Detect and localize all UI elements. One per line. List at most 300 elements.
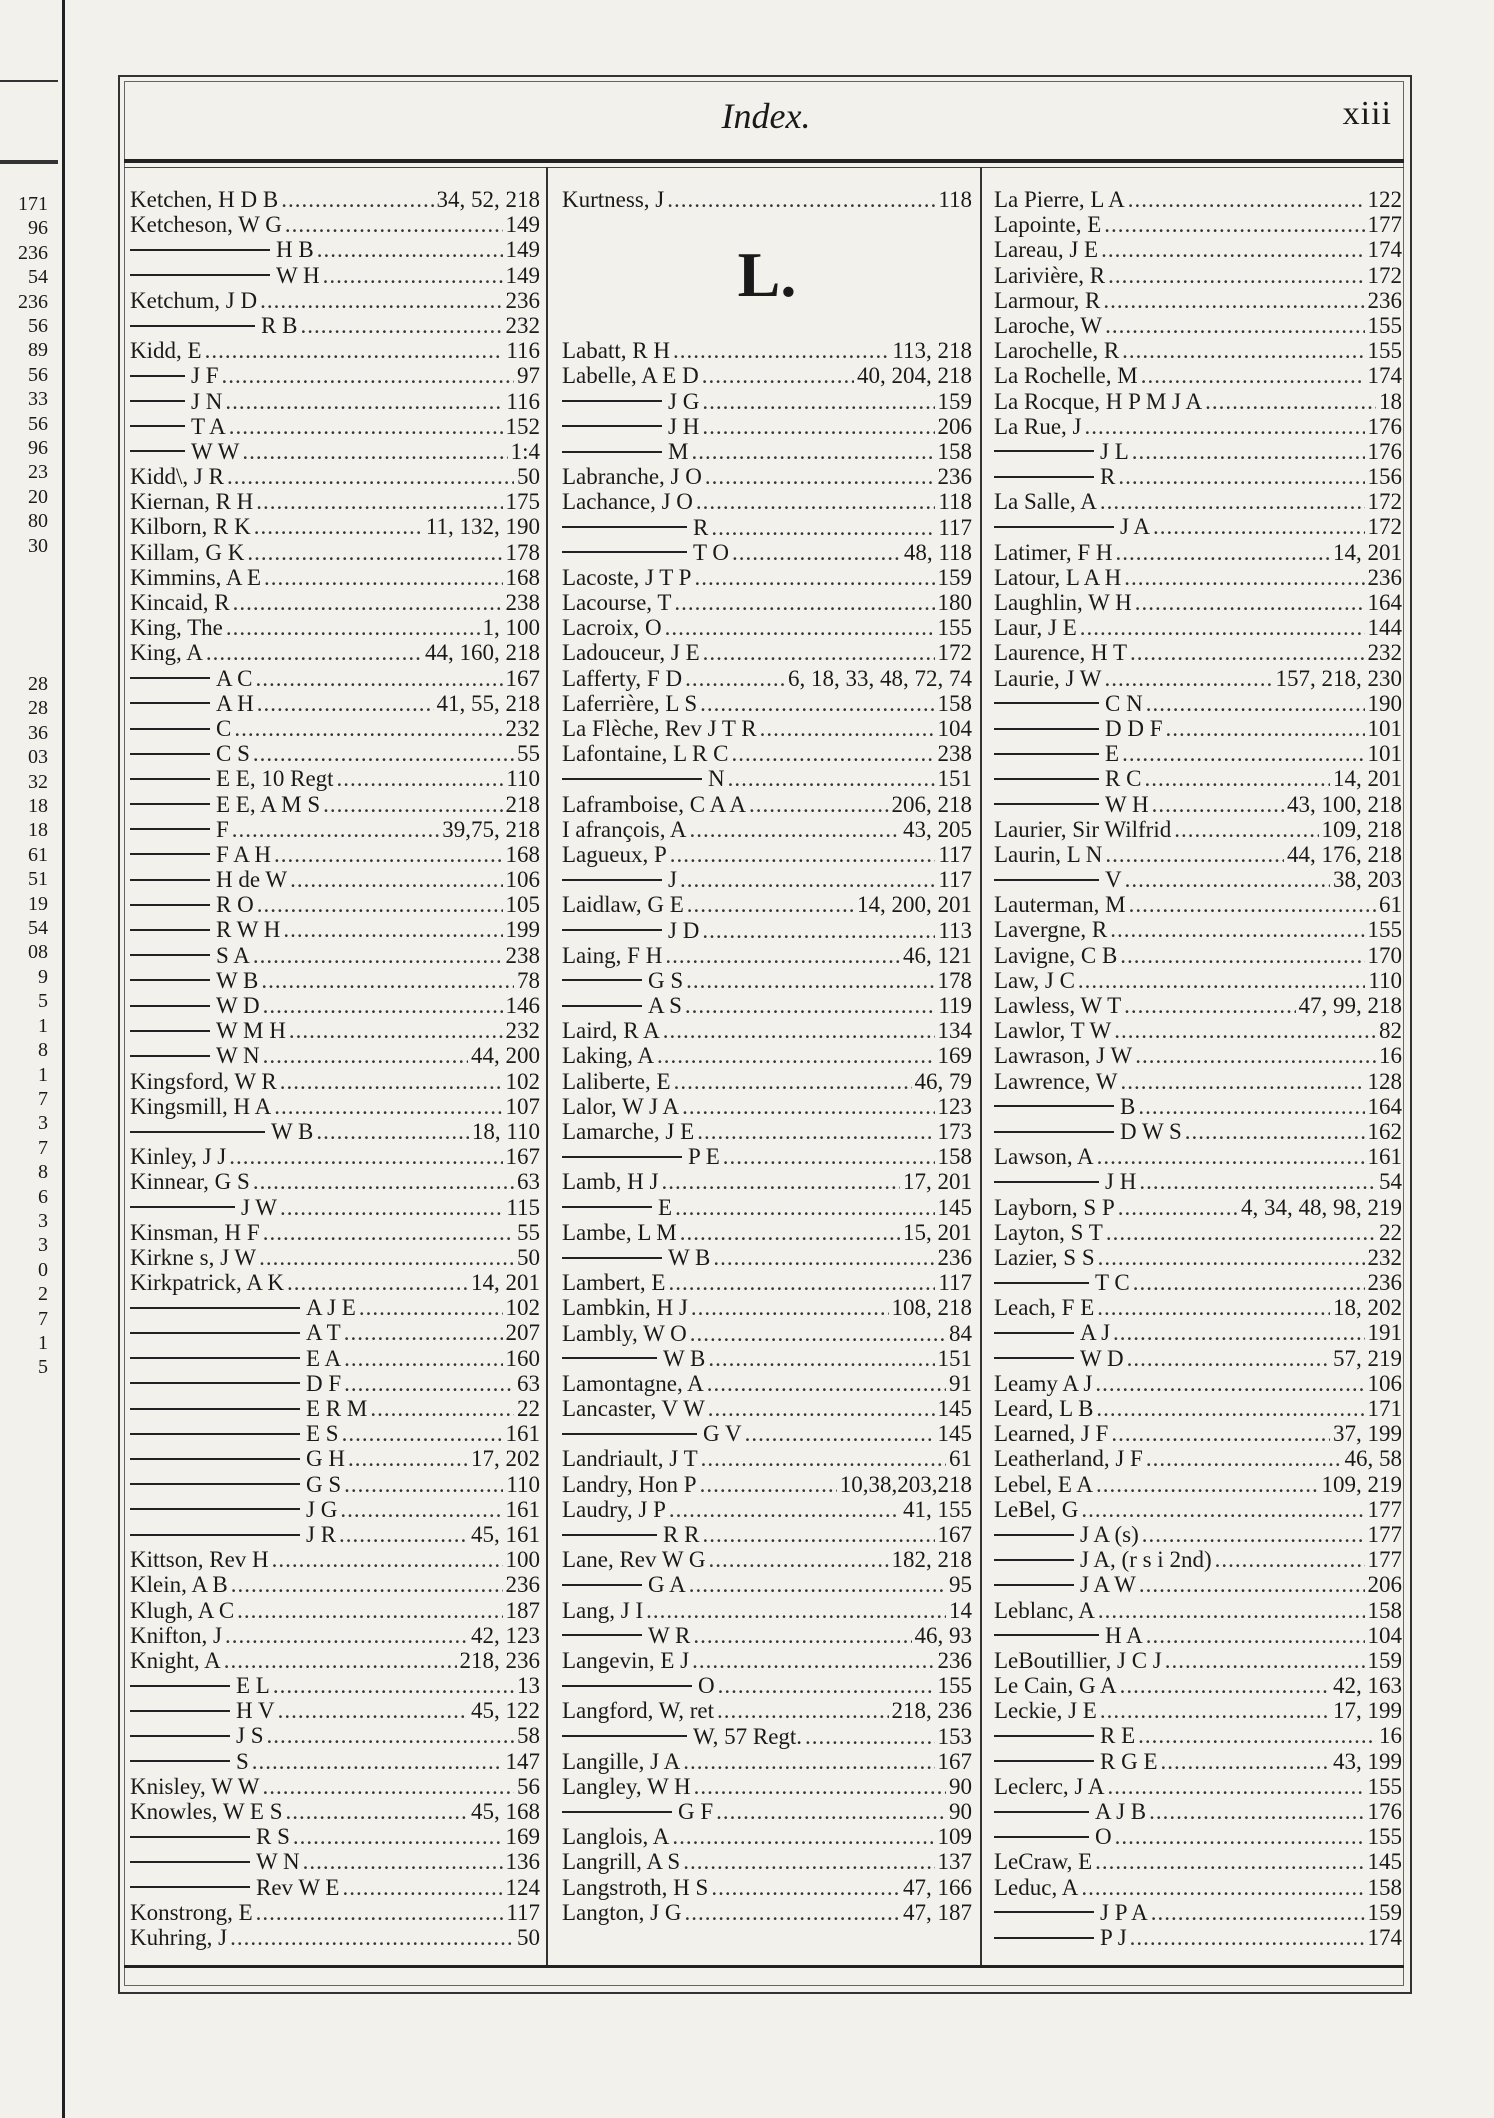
- entry-pages: 34, 52, 218: [436, 187, 540, 212]
- ditto-dash: [994, 803, 1099, 805]
- dot-leader: [253, 943, 503, 968]
- dot-leader: [1103, 288, 1364, 313]
- entry-pages: 39,75, 218: [442, 816, 540, 842]
- dot-leader: [683, 1749, 934, 1774]
- index-entry: [994, 892, 1402, 917]
- index-entry: [994, 691, 1402, 716]
- ditto-dash: [130, 1005, 210, 1007]
- index-entry: [130, 514, 540, 539]
- entry-name: Killam, G K: [130, 539, 245, 565]
- index-entry: [562, 691, 972, 716]
- index-entry: [130, 1547, 540, 1572]
- entry-name: King, A: [130, 640, 203, 666]
- entry-pages: 18: [1379, 388, 1402, 414]
- ditto-dash: [994, 450, 1094, 452]
- entry-pages: 206, 218: [891, 791, 972, 817]
- dot-leader: [1110, 917, 1364, 942]
- entry-pages: 14, 201: [1333, 539, 1402, 565]
- dot-leader: [232, 817, 439, 842]
- entry-name: A T: [306, 1320, 341, 1346]
- entry-pages: 199: [505, 917, 540, 943]
- entry-pages: 238: [505, 942, 540, 968]
- index-entry: [130, 615, 540, 640]
- ditto-dash: [130, 828, 210, 830]
- ditto-dash: [130, 1408, 300, 1410]
- entry-name: Knifton, J: [130, 1622, 222, 1648]
- dot-leader: [682, 1094, 934, 1119]
- entry-name: Laurier, Sir Wilfrid: [994, 816, 1172, 842]
- index-entry: [130, 1497, 540, 1522]
- entry-name: W H: [276, 262, 320, 288]
- header-rule: [124, 159, 1404, 163]
- index-entry: [994, 1547, 1402, 1572]
- entry-name: R E: [1100, 1723, 1136, 1749]
- entry-pages: 47, 99, 218: [1298, 993, 1402, 1018]
- index-entry: [562, 640, 972, 665]
- index-entry: [994, 590, 1402, 615]
- entry-name: Lafferty, F D: [562, 665, 683, 691]
- entry-name: Kittson, Rev H: [130, 1547, 269, 1573]
- entry-pages: 144: [1367, 615, 1402, 641]
- ditto-dash: [994, 1911, 1094, 1913]
- dot-leader: [717, 1698, 888, 1723]
- page-number: xiii: [1342, 95, 1392, 132]
- entry-name: F A H: [216, 841, 271, 867]
- entry-name: H V: [236, 1698, 275, 1724]
- dot-leader: [702, 389, 934, 414]
- index-column-3: [994, 187, 1402, 1950]
- previous-page-number: 56: [28, 412, 48, 435]
- entry-name: Laidlaw, G E: [562, 892, 684, 918]
- index-entry: [562, 1472, 972, 1497]
- entry-pages: 104: [937, 716, 972, 741]
- entry-name: D F: [306, 1370, 342, 1396]
- entry-pages: 116: [506, 338, 540, 364]
- index-entry: [994, 1598, 1402, 1623]
- index-entry: [130, 817, 540, 842]
- entry-pages: 90: [949, 1799, 972, 1825]
- dot-leader: [285, 212, 503, 237]
- entry-pages: 161: [505, 1496, 540, 1522]
- dot-leader: [707, 1371, 946, 1396]
- dot-leader: [262, 1774, 514, 1799]
- dot-leader: [663, 1018, 935, 1043]
- index-column-2: [562, 187, 972, 1925]
- entry-name: Klugh, A C: [130, 1597, 235, 1623]
- dot-leader: [323, 263, 503, 288]
- index-entry: [130, 338, 540, 363]
- dot-leader: [711, 1875, 900, 1900]
- entry-pages: 164: [1367, 1093, 1402, 1119]
- entry-pages: 105: [505, 892, 540, 918]
- index-entry: [130, 414, 540, 439]
- dot-leader: [1133, 1270, 1365, 1295]
- index-entry: [562, 1144, 972, 1169]
- entry-pages: 13: [517, 1673, 540, 1699]
- previous-page-number: 51: [28, 868, 48, 891]
- dot-leader: [683, 1849, 934, 1874]
- previous-page-number: 18: [28, 819, 48, 842]
- dot-leader: [370, 1396, 514, 1421]
- index-entry: [130, 263, 540, 288]
- dot-leader: [359, 1295, 503, 1320]
- entry-name: W B: [216, 967, 259, 993]
- entry-pages: 55: [517, 741, 540, 767]
- entry-name: Lacoste, J T P: [562, 564, 692, 590]
- index-entry: [994, 1749, 1402, 1774]
- entry-name: Langille, J A: [562, 1748, 681, 1774]
- dot-leader: [229, 414, 503, 439]
- entry-pages: 206: [937, 413, 972, 439]
- entry-name: Lambly, W O: [562, 1320, 687, 1346]
- entry-name: Law, J C: [994, 967, 1075, 993]
- index-entry: [562, 439, 972, 464]
- entry-name: O: [698, 1673, 715, 1699]
- entry-pages: 155: [1367, 312, 1402, 338]
- entry-name: Leatherland, J F: [994, 1446, 1143, 1472]
- index-entry: [562, 817, 972, 842]
- previous-page-number: [0, 1404, 48, 1428]
- entry-name: King, The: [130, 615, 223, 641]
- entry-pages: 232: [505, 715, 540, 741]
- entry-name: Langford, W, ret: [562, 1698, 715, 1724]
- entry-name: Lacroix, O: [562, 615, 662, 641]
- index-entry: [994, 212, 1402, 237]
- entry-name: Knisley, W W: [130, 1773, 260, 1799]
- dot-leader: [708, 1346, 934, 1371]
- entry-pages: 116: [506, 388, 540, 414]
- index-entry: [994, 1648, 1402, 1673]
- entry-name: M: [668, 438, 689, 464]
- ditto-dash: [130, 274, 270, 276]
- index-entry: [562, 1321, 972, 1346]
- entry-name: Langlois, A: [562, 1824, 670, 1850]
- index-entry: [994, 792, 1402, 817]
- index-entry: [562, 1018, 972, 1043]
- dot-leader: [661, 1169, 900, 1194]
- entry-pages: 236: [937, 1647, 972, 1673]
- column-divider: [546, 167, 548, 1967]
- entry-name: T O: [693, 539, 729, 565]
- ditto-dash: [994, 1332, 1074, 1334]
- dot-leader: [708, 1396, 935, 1421]
- dot-leader: [1097, 1144, 1365, 1169]
- dot-leader: [1130, 1925, 1365, 1950]
- previous-page-number: 80: [28, 510, 48, 533]
- previous-page-number: 32: [28, 770, 48, 793]
- entry-pages: 54: [1379, 1169, 1402, 1195]
- entry-name: Lafontaine, L R C: [562, 741, 729, 767]
- entry-pages: 113, 218: [892, 338, 972, 364]
- index-page: [118, 75, 1414, 1997]
- entry-pages: 113: [938, 917, 972, 943]
- ditto-dash: [562, 929, 662, 931]
- entry-name: W W: [191, 438, 240, 464]
- entry-name: LeBoutillier, J C J: [994, 1647, 1162, 1673]
- dot-leader: [686, 968, 934, 993]
- entry-name: Landry, Hon P: [562, 1471, 697, 1497]
- entry-pages: 50: [517, 464, 540, 490]
- ditto-dash: [130, 1307, 300, 1309]
- dot-leader: [1113, 1320, 1364, 1345]
- index-entry: [562, 1295, 972, 1320]
- ditto-dash: [130, 1760, 230, 1762]
- previous-page-number: 54: [28, 917, 48, 940]
- index-entry: [994, 993, 1402, 1018]
- dot-leader: [344, 1371, 514, 1396]
- index-entry: [994, 565, 1402, 590]
- index-entry: [130, 640, 540, 665]
- dot-leader: [702, 1522, 934, 1547]
- entry-name: Leduc, A: [994, 1874, 1079, 1900]
- dot-leader: [692, 1648, 934, 1673]
- index-entry: [562, 515, 972, 540]
- dot-leader: [252, 1749, 503, 1774]
- entry-name: Leard, L B: [994, 1396, 1094, 1421]
- entry-pages: 97: [517, 363, 540, 389]
- ditto-dash: [130, 702, 210, 704]
- ditto-dash: [130, 1534, 300, 1536]
- ditto-dash: [130, 1357, 300, 1359]
- entry-pages: 11, 132, 190: [425, 514, 540, 540]
- entry-name: J W: [241, 1194, 277, 1220]
- dot-leader: [255, 666, 502, 691]
- entry-name: R S: [256, 1824, 290, 1850]
- entry-name: Leblanc, A: [994, 1597, 1095, 1623]
- previous-page-number: 03: [28, 746, 48, 769]
- entry-pages: 155: [1367, 1773, 1402, 1799]
- entry-pages: 180: [937, 590, 972, 616]
- index-entry: [562, 666, 972, 691]
- dot-leader: [702, 414, 934, 439]
- entry-pages: 37, 199: [1333, 1421, 1402, 1447]
- entry-pages: 236: [505, 1572, 540, 1598]
- dot-leader: [293, 1824, 503, 1849]
- entry-name: H B: [276, 237, 314, 263]
- dot-leader: [718, 1673, 935, 1698]
- dot-leader: [700, 691, 934, 716]
- index-entry: [562, 716, 972, 741]
- dot-leader: [1185, 1119, 1365, 1144]
- index-entry: [130, 691, 540, 716]
- entry-pages: 172: [937, 640, 972, 666]
- dot-leader: [224, 1648, 457, 1673]
- index-entry: [562, 1849, 972, 1874]
- index-entry: [562, 1346, 972, 1371]
- entry-pages: 160: [505, 1345, 540, 1371]
- entry-pages: 159: [937, 388, 972, 414]
- entry-name: R G E: [1100, 1748, 1158, 1774]
- entry-pages: 172: [1367, 514, 1402, 540]
- index-entry: [562, 1623, 972, 1648]
- dot-leader: [694, 565, 934, 590]
- ditto-dash: [562, 526, 687, 528]
- index-entry: [562, 968, 972, 993]
- index-entry: [994, 968, 1402, 993]
- previous-page-number: [0, 1453, 48, 1477]
- previous-page-number: 1: [38, 1063, 48, 1086]
- page-header: [118, 89, 1414, 149]
- dot-leader: [1161, 1749, 1331, 1774]
- index-entry: [562, 1195, 972, 1220]
- entry-name: Kurtness, J: [562, 187, 665, 212]
- ditto-dash: [562, 879, 662, 881]
- entry-name: D D F: [1105, 715, 1163, 741]
- previous-page-number: 7: [38, 1307, 48, 1330]
- entry-name: V: [1105, 867, 1122, 893]
- dot-leader: [665, 615, 935, 640]
- previous-page-number: 7: [38, 1087, 48, 1110]
- entry-pages: 47, 187: [903, 1899, 972, 1925]
- dot-leader: [257, 892, 503, 917]
- entry-name: Lawrence, W: [994, 1068, 1118, 1094]
- ditto-dash: [562, 778, 702, 780]
- entry-pages: 46, 79: [914, 1068, 972, 1094]
- index-entry: [562, 918, 972, 943]
- ditto-dash: [562, 425, 662, 427]
- ditto-dash: [130, 1131, 265, 1133]
- entry-pages: 158: [1367, 1597, 1402, 1623]
- entry-pages: 218: [505, 791, 540, 817]
- entry-name: Layborn, S P: [994, 1194, 1115, 1220]
- ditto-dash: [130, 450, 185, 452]
- index-entry: [130, 993, 540, 1018]
- dot-leader: [1132, 439, 1365, 464]
- entry-name: W B: [663, 1345, 706, 1371]
- dot-leader: [1205, 389, 1376, 414]
- ditto-dash: [994, 526, 1114, 528]
- index-entry: [562, 590, 972, 615]
- entry-pages: 170: [1367, 942, 1402, 968]
- entry-pages: 178: [937, 967, 972, 993]
- entry-name: D W S: [1120, 1118, 1182, 1144]
- index-entry: [562, 1069, 972, 1094]
- entry-pages: 177: [1367, 212, 1402, 238]
- entry-pages: 149: [505, 262, 540, 288]
- index-entry: [994, 1824, 1402, 1849]
- entry-pages: 178: [505, 539, 540, 565]
- ditto-dash: [994, 1760, 1094, 1762]
- dot-leader: [1122, 741, 1364, 766]
- index-entry: [562, 1497, 972, 1522]
- index-entry: [562, 1698, 972, 1723]
- index-entry: [562, 414, 972, 439]
- previous-page-number: 56: [28, 363, 48, 386]
- ditto-dash: [130, 853, 210, 855]
- dot-leader: [732, 540, 901, 565]
- entry-name: C: [216, 715, 232, 741]
- dot-leader: [1105, 313, 1364, 338]
- entry-name: Learned, J F: [994, 1421, 1109, 1447]
- previous-page-number: 19: [28, 892, 48, 915]
- index-entry: [130, 1799, 540, 1824]
- entry-name: Lacourse, T: [562, 590, 672, 616]
- ditto-dash: [994, 728, 1099, 730]
- dot-leader: [1146, 1446, 1342, 1471]
- dot-leader: [230, 1925, 514, 1950]
- index-entry: [994, 1018, 1402, 1043]
- entry-pages: 171: [1367, 1396, 1402, 1421]
- entry-pages: 45, 168: [471, 1799, 540, 1824]
- dot-leader: [1120, 1673, 1330, 1698]
- previous-page-number: 96: [28, 437, 48, 460]
- entry-name: Lavergne, R: [994, 917, 1108, 943]
- dot-leader: [691, 439, 934, 464]
- index-entry: [130, 590, 540, 615]
- entry-name: Ketcheson, W G: [130, 212, 282, 238]
- entry-name: Labranche, J O: [562, 464, 702, 490]
- entry-name: LeBel, G: [994, 1496, 1079, 1522]
- entry-pages: 47, 166: [903, 1874, 972, 1900]
- entry-pages: 124: [505, 1874, 540, 1900]
- dot-leader: [1108, 263, 1364, 288]
- ditto-dash: [994, 702, 1099, 704]
- index-entry: [130, 968, 540, 993]
- index-entry: [130, 1320, 540, 1345]
- index-entry: [562, 1396, 972, 1421]
- entry-pages: 107: [505, 1093, 540, 1119]
- previous-page-edge: [0, 0, 68, 2118]
- dot-leader: [646, 1598, 946, 1623]
- entry-name: Lamb, H J: [562, 1169, 659, 1195]
- previous-page-number: 8: [38, 1161, 48, 1184]
- entry-pages: 108, 218: [891, 1295, 972, 1321]
- entry-name: Laird, R A: [562, 1018, 660, 1044]
- entry-pages: 168: [505, 841, 540, 867]
- entry-name: Kiernan, R H: [130, 489, 254, 515]
- entry-pages: 46, 58: [1344, 1446, 1402, 1472]
- dot-leader: [225, 1623, 468, 1648]
- entry-pages: 17, 201: [903, 1169, 972, 1195]
- dot-leader: [1081, 1497, 1364, 1522]
- entry-pages: 17, 202: [471, 1446, 540, 1472]
- entry-pages: 16: [1379, 1723, 1402, 1749]
- index-entry: [994, 1472, 1402, 1497]
- index-entry: [130, 1043, 540, 1068]
- index-entry: [562, 1799, 972, 1824]
- entry-name: Kimmins, A E: [130, 564, 261, 590]
- ditto-dash: [130, 1710, 230, 1712]
- index-entry: [994, 1195, 1402, 1220]
- dot-leader: [701, 1446, 946, 1471]
- dot-leader: [1166, 716, 1365, 741]
- index-entry: [130, 741, 540, 766]
- index-entry: [130, 1346, 540, 1371]
- index-entry: [994, 1875, 1402, 1900]
- index-entry: [130, 867, 540, 892]
- entry-pages: 155: [1367, 1824, 1402, 1850]
- index-entry: [562, 1824, 972, 1849]
- dot-leader: [1138, 1094, 1364, 1119]
- entry-name: Labelle, A E D: [562, 363, 699, 389]
- dot-leader: [1144, 766, 1330, 791]
- index-entry: [994, 943, 1402, 968]
- entry-name: J P A: [1100, 1899, 1148, 1925]
- index-entry: [130, 1169, 540, 1194]
- dot-leader: [1124, 565, 1364, 590]
- dot-leader: [259, 1245, 514, 1270]
- index-entry: [994, 1421, 1402, 1446]
- entry-name: La Rochelle, M: [994, 363, 1138, 389]
- dot-leader: [280, 1069, 503, 1094]
- ditto-dash: [562, 1156, 682, 1158]
- index-entry: [562, 842, 972, 867]
- entry-pages: 155: [937, 1673, 972, 1699]
- entry-name: E R M: [306, 1396, 368, 1421]
- ditto-dash: [562, 1257, 662, 1259]
- dot-leader: [237, 1598, 502, 1623]
- dot-leader: [280, 1195, 503, 1220]
